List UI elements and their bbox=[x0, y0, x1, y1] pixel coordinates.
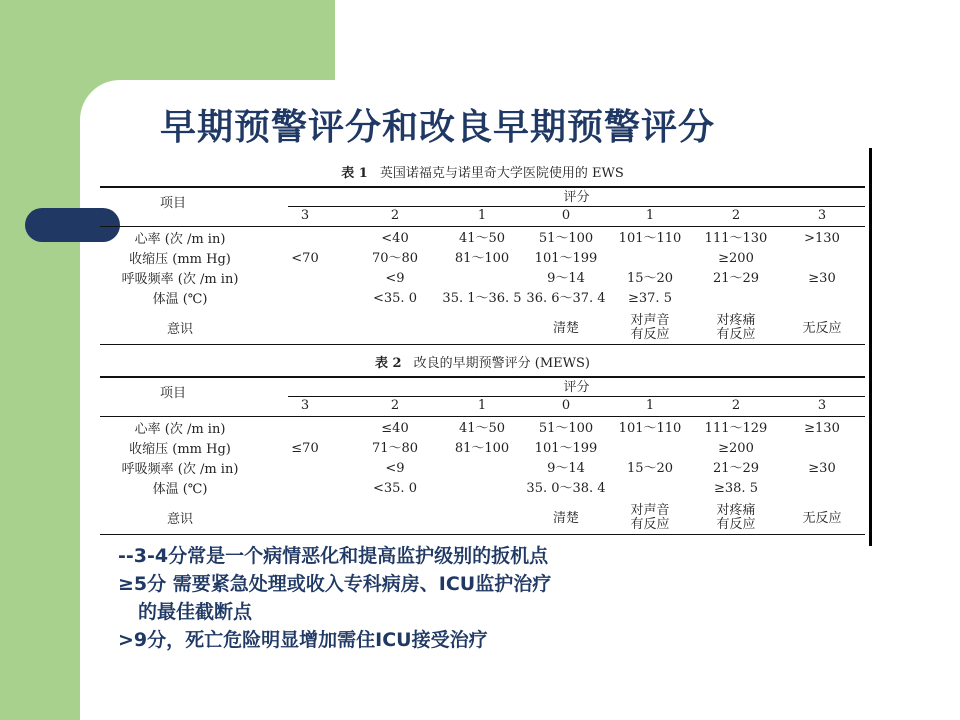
row-label: 体温 (℃) bbox=[152, 482, 208, 497]
score-cell: 清楚 bbox=[552, 321, 579, 336]
score-cell: 101～199 bbox=[534, 251, 598, 266]
table-rule-group bbox=[288, 396, 865, 397]
score-cell: 15～20 bbox=[626, 271, 674, 286]
note-line: 的最佳截断点 bbox=[138, 601, 253, 623]
score-column-header: 0 bbox=[561, 398, 571, 413]
score-cell: 81～100 bbox=[454, 441, 510, 456]
table-caption bbox=[100, 162, 865, 181]
score-cell: 清楚 bbox=[552, 511, 579, 526]
score-cell: 81～100 bbox=[454, 251, 510, 266]
score-cell: <40 bbox=[381, 231, 409, 246]
table-caption-number: 表 2 bbox=[375, 356, 402, 371]
score-column-header: 2 bbox=[390, 208, 400, 223]
row-label: 体温 (℃) bbox=[152, 292, 208, 307]
row-label: 意识 bbox=[166, 512, 193, 527]
table-rule-header bbox=[100, 416, 865, 417]
table-caption-text: 改良的早期预警评分 (MEWS) bbox=[413, 356, 590, 371]
table-caption bbox=[100, 352, 865, 371]
score-cell: 111～129 bbox=[704, 421, 768, 436]
score-cell: 对疼痛 有反应 bbox=[716, 503, 756, 532]
score-cell: ≥200 bbox=[718, 251, 754, 266]
score-cell: 71～80 bbox=[371, 441, 419, 456]
score-cell: <9 bbox=[385, 271, 405, 286]
score-cell: 41～50 bbox=[458, 231, 506, 246]
score-cell: ≥37. 5 bbox=[628, 291, 672, 306]
score-cell: <9 bbox=[385, 461, 405, 476]
score-cell: ≥200 bbox=[718, 441, 754, 456]
score-cell: 对声音 有反应 bbox=[630, 503, 670, 532]
table-rule-header bbox=[100, 226, 865, 227]
table-rule-group bbox=[288, 206, 865, 207]
score-cell: ≥30 bbox=[808, 461, 836, 476]
score-cell: <70 bbox=[291, 251, 319, 266]
score-cell: 对声音 有反应 bbox=[630, 313, 670, 342]
score-column-header: 2 bbox=[731, 208, 741, 223]
score-cell: 35. 0～38. 4 bbox=[526, 481, 606, 496]
header-score-group: 评分 bbox=[563, 380, 590, 395]
score-cell: ≥130 bbox=[804, 421, 840, 436]
score-column-header: 0 bbox=[561, 208, 571, 223]
table-rule-top bbox=[100, 376, 865, 378]
score-cell: 41～50 bbox=[458, 421, 506, 436]
header-score-group: 评分 bbox=[563, 190, 590, 205]
table-rule-top bbox=[100, 186, 865, 188]
score-column-header: 1 bbox=[645, 208, 655, 223]
mews-table bbox=[100, 346, 865, 536]
row-label: 呼吸频率 (次 /m in) bbox=[121, 272, 239, 287]
score-cell: 9～14 bbox=[547, 271, 585, 286]
score-column-header: 1 bbox=[477, 398, 487, 413]
note-line: --3-4分常是一个病情恶化和提高监护级别的扳机点 bbox=[118, 545, 549, 567]
score-cell: 101～199 bbox=[534, 441, 598, 456]
score-cell: 21～29 bbox=[712, 461, 760, 476]
score-column-header: 1 bbox=[477, 208, 487, 223]
row-label: 收缩压 (mm Hg) bbox=[129, 252, 231, 267]
score-cell: 35. 1～36. 5 bbox=[442, 291, 522, 306]
table-caption-text: 英国诺福克与诺里奇大学医院使用的 EWS bbox=[379, 166, 624, 181]
row-label: 意识 bbox=[166, 322, 193, 337]
slide-title: 早期预警评分和改良早期预警评分 bbox=[160, 107, 716, 148]
score-cell: 15～20 bbox=[626, 461, 674, 476]
row-label: 心率 (次 /m in) bbox=[134, 422, 226, 437]
score-column-header: 2 bbox=[731, 398, 741, 413]
table-border-line bbox=[869, 148, 872, 546]
header-item-label: 项目 bbox=[160, 196, 187, 211]
score-cell: ≥30 bbox=[808, 271, 836, 286]
score-column-header: 3 bbox=[300, 208, 310, 223]
score-cell: 9～14 bbox=[547, 461, 585, 476]
score-cell: 36. 6～37. 4 bbox=[526, 291, 606, 306]
score-cell: ≤40 bbox=[381, 421, 409, 436]
score-cell: 51～100 bbox=[538, 231, 594, 246]
table-caption-number: 表 1 bbox=[341, 166, 368, 181]
score-cell: 51～100 bbox=[538, 421, 594, 436]
row-label: 心率 (次 /m in) bbox=[134, 232, 226, 247]
score-column-header: 1 bbox=[645, 398, 655, 413]
score-cell: 111～130 bbox=[704, 231, 768, 246]
ews-table bbox=[100, 156, 865, 346]
score-cell: 无反应 bbox=[802, 321, 842, 336]
header-item-label: 项目 bbox=[160, 386, 187, 401]
note-line: >9分，死亡危险明显增加需住ICU接受治疗 bbox=[118, 629, 488, 651]
notes-block bbox=[118, 542, 698, 654]
table-rule-bottom bbox=[100, 344, 865, 345]
score-column-header: 3 bbox=[817, 398, 827, 413]
table-rule-bottom bbox=[100, 534, 865, 535]
score-cell: ≤70 bbox=[291, 441, 319, 456]
score-column-header: 3 bbox=[817, 208, 827, 223]
score-cell: 101～110 bbox=[618, 421, 682, 436]
score-cell: <35. 0 bbox=[373, 481, 417, 496]
score-cell: ≥38. 5 bbox=[714, 481, 758, 496]
score-cell: >130 bbox=[804, 231, 840, 246]
row-label: 呼吸频率 (次 /m in) bbox=[121, 462, 239, 477]
score-cell: 无反应 bbox=[802, 511, 842, 526]
row-label: 收缩压 (mm Hg) bbox=[129, 442, 231, 457]
note-line: ≥5分 需要紧急处理或收入专科病房、ICU监护治疗 bbox=[118, 573, 552, 595]
score-cell: <35. 0 bbox=[373, 291, 417, 306]
score-cell: 对疼痛 有反应 bbox=[716, 313, 756, 342]
score-column-header: 3 bbox=[300, 398, 310, 413]
score-column-header: 2 bbox=[390, 398, 400, 413]
score-cell: 70～80 bbox=[371, 251, 419, 266]
score-cell: 21～29 bbox=[712, 271, 760, 286]
score-cell: 101～110 bbox=[618, 231, 682, 246]
